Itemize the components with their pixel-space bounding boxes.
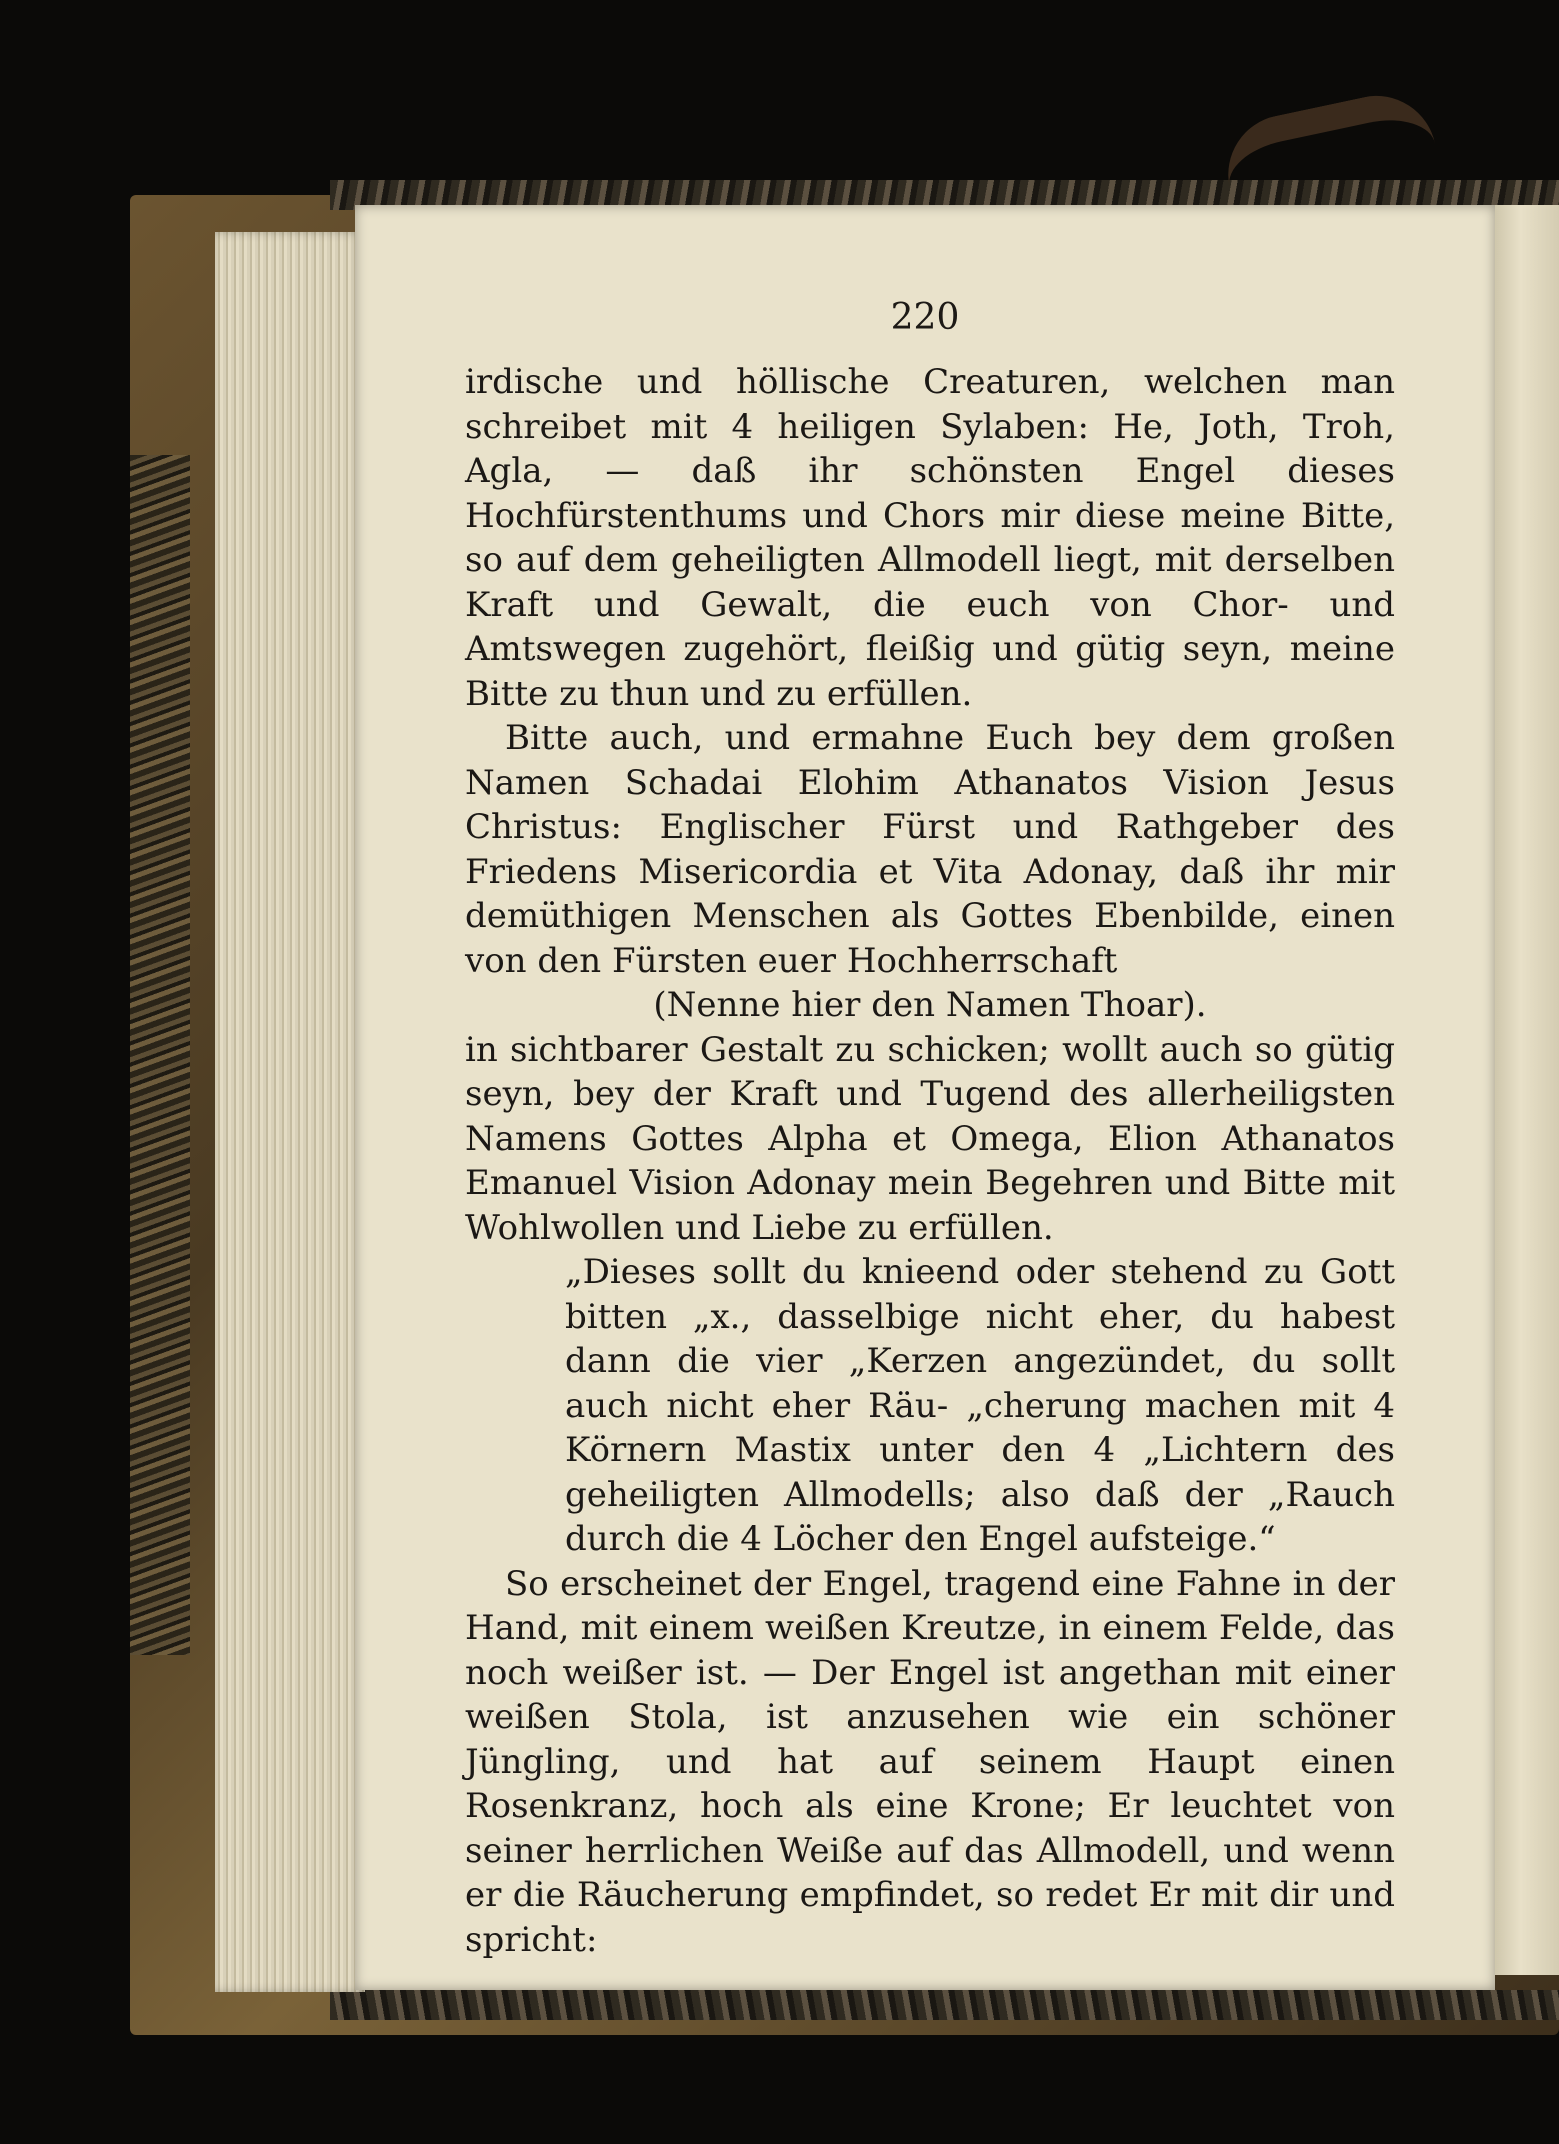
facing-page-edge: [1495, 205, 1559, 1975]
paragraph-1: irdische und höllische Creaturen, welchen man schreibet mit 4 heiligen Sylaben: He, Joth, Troh, Agla, — daß ihr schönsten Engel dieses Hochfürstenthums und Chors mir diese meine Bitte, so auf dem geheiligten Allmodell liegt, mit derselben Kraft und Gewalt, die euch von Chor- und Amtswegen zugehört, fleißig und gütig seyn, meine Bitte zu thun und zu erfüllen.: [465, 362, 1395, 714]
page-text: [465, 360, 1395, 1962]
paragraph-5-quote: „Dieses sollt du knieend oder stehend zu Gott bitten „x., dasselbige nicht eher, du habest dann die vier „Kerzen angezündet, du sollt auch nicht eher Räu- „cherung machen mit 4 Körnern Mastix unter den 4 „Lichtern des geheiligten Allmodells; also daß der „Rauch durch die 4 Löcher den Engel aufsteige.“: [565, 1252, 1395, 1559]
paragraph-3-note: (Nenne hier den Namen Thoar).: [653, 985, 1207, 1025]
page-number: 220: [890, 297, 960, 338]
page-stack-edges: [215, 232, 365, 1992]
paragraph-4: in sichtbarer Gestalt zu schicken; wollt auch so gütig seyn, bey der Kraft und Tugend des allerheiligsten Namens Gottes Alpha et Omega, Elion Athanatos Emanuel Vision Adonay mein Begehren und Bitte mit Wohlwollen und Liebe zu erfüllen.: [465, 1029, 1395, 1248]
paragraph-2: Bitte auch, und ermahne Euch bey dem großen Namen Schadai Elohim Athanatos Vision Jesus Christus: Englischer Fürst und Rathgeber des Friedens Misericordia et Vita Adonay, daß ihr mir demüthigen Menschen als Gottes Ebenbilde, einen von den Fürsten euer Hochherrschaft: [465, 718, 1395, 981]
marbled-edge-bottom: [330, 1990, 1559, 2020]
paragraph-6: So erscheinet der Engel, tragend eine Fahne in der Hand, mit einem weißen Kreutze, in einem Felde, das noch weißer ist. — Der Engel ist angethan mit einer weißen Stola, ist anzusehen wie ein schöner Jüngling, und hat auf seinem Haupt einen Rosenkranz, hoch als eine Krone; Er leuchtet von seiner herrlichen Weiße auf das Allmodell, und wenn er die Räucherung empfindet, so redet Er mit dir und spricht:: [465, 1563, 1395, 1960]
book-page: [355, 205, 1495, 1990]
marbled-edge-left: [130, 455, 190, 1655]
